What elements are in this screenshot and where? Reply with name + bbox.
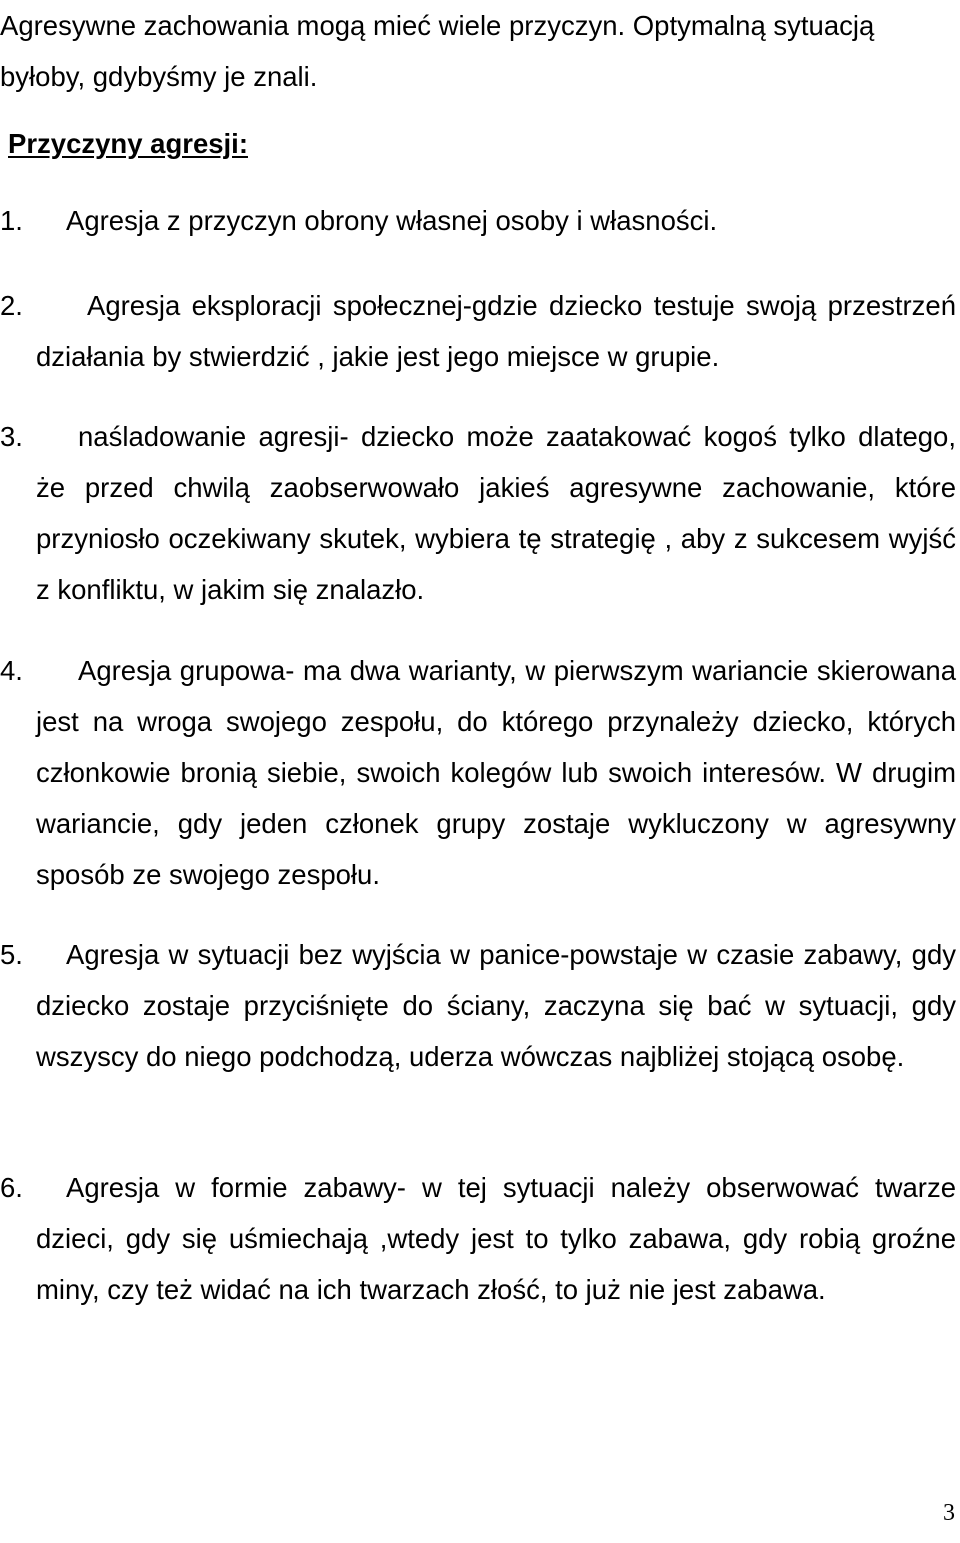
list-item	[0, 929, 956, 1082]
list-item-text: Agresja grupowa- ma dwa warianty, w pierwszym wariancie skierowana jest na wroga swojego zespołu, do którego przynależy dziecko, których członkowie bronią siebie, swoich kolegów lub swoich interesów. W drugim wariancie, gdy jeden członek grupy zostaje wykluczony w agresywny sposób ze swojego zespołu.	[36, 655, 956, 890]
list-item-text: Agresja z przyczyn obrony własnej osoby i własności.	[66, 205, 718, 236]
list-item-text: naśladowanie agresji- dziecko może zaatakować kogoś tylko dlatego, że przed chwilą zaobserwowało jakieś agresywne zachowanie, które przyniosło oczekiwany skutek, wybiera tę strategię , aby z sukcesem wyjść z konfliktu, w jakim się znalazło.	[36, 421, 956, 605]
list-item	[0, 411, 956, 615]
list-item-number: 5.	[0, 939, 23, 970]
page-number: 3	[943, 1500, 955, 1526]
list-item	[0, 280, 956, 382]
list-item-text: Agresja eksploracji społecznej-gdzie dziecko testuje swoją przestrzeń działania by stwierdzić , jakie jest jego miejsce w grupie.	[36, 290, 956, 372]
list-item-text: Agresja w sytuacji bez wyjścia w panice-powstaje w czasie zabawy, gdy dziecko zostaje przyciśnięte do ściany, zaczyna się bać w sytuacji, gdy wszyscy do niego podchodzą, uderza wówczas najbliżej stojącą osobę.	[36, 939, 956, 1072]
list-item-number: 1.	[0, 205, 23, 236]
list-item-number: 2.	[0, 290, 23, 321]
section-heading: Przyczyny agresji:	[8, 128, 248, 159]
list-item	[0, 645, 956, 900]
list-item	[0, 1162, 956, 1315]
list-item	[0, 195, 956, 246]
list-item-text: Agresja w formie zabawy- w tej sytuacji należy obserwować twarze dzieci, gdy się uśmiechają ,wtedy jest to tylko zabawa, gdy robią groźne miny, czy też widać na ich twarzach złość, to już nie jest zabawa.	[36, 1172, 956, 1305]
intro-paragraph: Agresywne zachowania mogą mieć wiele przyczyn. Optymalną sytuacją byłoby, gdybyśmy je znali.	[0, 10, 875, 92]
list-item-number: 4.	[0, 655, 23, 686]
list-item-number: 6.	[0, 1172, 23, 1203]
list-item-number: 3.	[0, 421, 23, 452]
